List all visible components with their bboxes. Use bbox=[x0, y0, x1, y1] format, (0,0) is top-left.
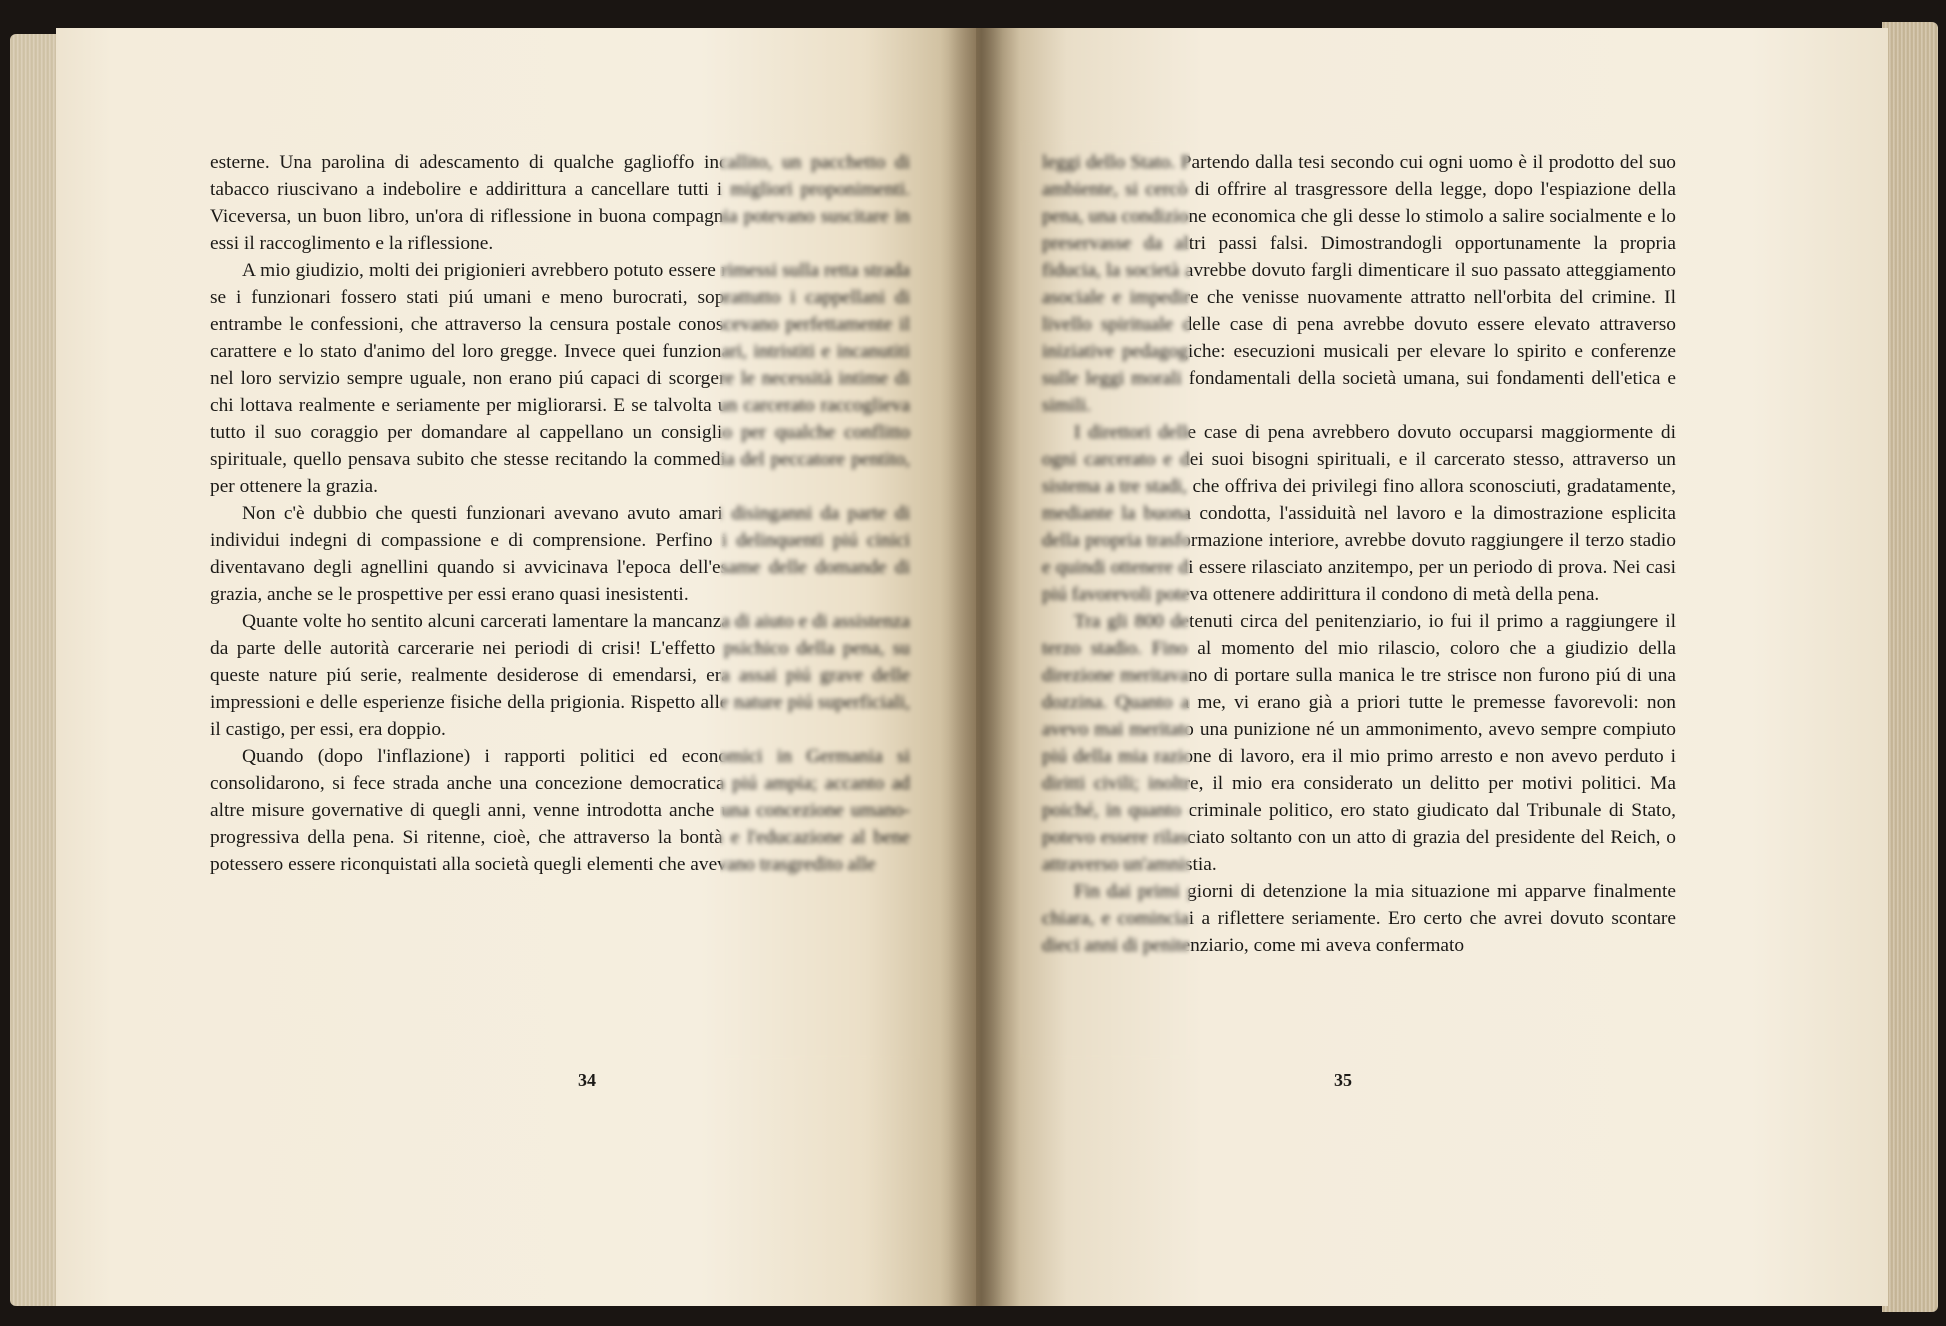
right-page-text bbox=[1042, 149, 1676, 959]
left-page-text bbox=[210, 149, 910, 878]
right-paragraph-2: I direttori delle case di pena avrebbero dovuto occuparsi maggiormente di ogni carcerato e dei suoi bisogni spirituali, e il carcerato stesso, attraverso un sistema a tre stadi, che offriva dei privilegi fino allora sconosciuti, gradatamente, mediante la buona condotta, l'assiduità nel lavoro e la dimostrazione esplicita della propria trasformazione interiore, avrebbe dovuto raggiungere il terzo stadio e quindi ottenere di essere rilasciato anzitempo, per un periodo di prova. Nei casi piú favorevoli poteva ottenere addirittura il condono di metà della pena. bbox=[1042, 422, 1676, 605]
right-paragraph-3: Tra gli 800 detenuti circa del penitenziario, io fui il primo a raggiungere il terzo stadio. Fino al momento del mio rilascio, coloro che a giudizio della direzione meritavano di portare sulla manica le tre strisce non furono piú di una dozzina. Quanto a me, vi erano già a priori tutte le premesse favorevoli: non avevo mai meritato una punizione né un ammonimento, avevo sempre compiuto piú della mia razione di lavoro, era il mio primo arresto e non avevo perduto i diritti civili; inoltre, il mio era considerato un delitto per motivi politici. Ma poiché, in quanto criminale politico, ero stato giudicato dal Tribunale di Stato, potevo essere rilasciato soltanto con un atto di grazia del presidente del Reich, o attraverso un'amnistia. bbox=[1042, 611, 1676, 875]
right-paragraph-1: leggi dello Stato. Partendo dalla tesi secondo cui ogni uomo è il prodotto del suo ambiente, si cercò di offrire al trasgressore della legge, dopo l'espiazione della pena, una condizione economica che gli desse lo stimolo a salire socialmente e lo preservasse da altri passi falsi. Dimostrandogli opportunamente la propria fiducia, la società avrebbe dovuto fargli dimenticare il suo passato atteggiamento asociale e impedire che venisse nuovamente attratto nell'orbita del crimine. Il livello spirituale delle case di pena avrebbe dovuto essere elevato attraverso iniziative pedagogiche: esecuzioni musicali per elevare lo spirito e conferenze sulle leggi morali fondamentali della società umana, sui fondamenti dell'etica e simili. bbox=[1042, 152, 1676, 416]
left-paragraph-5: Quando (dopo l'inflazione) i rapporti politici ed economici in Germania si consolidarono, si fece strada anche una concezione democratica piú ampia; accanto ad altre misure governative di quegli anni, venne introdotta anche una concezione umano-progressiva della pena. Si ritenne, cioè, che attraverso la bontà e l'educazione al bene potessero essere riconquistati alla società quegli elementi che avevano trasgredito alle bbox=[210, 746, 910, 875]
page-number-right: 35 bbox=[1334, 1070, 1352, 1090]
right-paragraph-4: Fin dai primi giorni di detenzione la mia situazione mi apparve finalmente chiara, e cominciai a riflettere seriamente. Ero certo che avrei dovuto scontare dieci anni di penitenziario, come mi aveva confermato bbox=[1042, 881, 1676, 956]
page-edges-right bbox=[1882, 22, 1938, 1312]
left-paragraph-2: A mio giudizio, molti dei prigionieri avrebbero potuto essere rimessi sulla retta strada se i funzionari fossero stati piú umani e meno burocrati, soprattutto i cappellani di entrambe le confessioni, che attraverso la censura postale conoscevano perfettamente il carattere e lo stato d'animo del loro gregge. Invece quei funzionari, intristiti e incanutiti nel loro servizio sempre uguale, non erano piú capaci di scorgere le necessità intime di chi lottava realmente e seriamente per migliorarsi. E se talvolta un carcerato raccoglieva tutto il suo coraggio per domandare al cappellano un consiglio per qualche conflitto spirituale, quello pensava subito che stesse recitando la commedia del peccatore pentito, per ottenere la grazia. bbox=[210, 260, 910, 497]
left-paragraph-4: Quante volte ho sentito alcuni carcerati lamentare la mancanza di aiuto e di assistenza da parte delle autorità carcerarie nei periodi di crisi! L'effetto psichico della pena, su queste nature piú serie, realmente desiderose di emendarsi, era assai piú grave delle impressioni e delle esperienze fisiche della prigionia. Rispetto alle nature piú superficiali, il castigo, per essi, era doppio. bbox=[210, 611, 910, 740]
page-number-left: 34 bbox=[578, 1070, 596, 1090]
left-paragraph-3: Non c'è dubbio che questi funzionari avevano avuto amari disinganni da parte di individui indegni di compassione e di comprensione. Perfino i delinquenti piú cinici diventavano degli agnellini quando si avvicinava l'epoca dell'esame delle domande di grazia, anche se le prospettive per essi erano quasi inesistenti. bbox=[210, 503, 910, 605]
left-paragraph-1: esterne. Una parolina di adescamento di qualche gaglioffo incallito, un pacchetto di tabacco riuscivano a indebolire e addirittura a cancellare tutti i migliori proponimenti. Viceversa, un buon libro, un'ora di riflessione in buona compagnia potevano suscitare in essi il raccoglimento e la riflessione. bbox=[210, 152, 910, 254]
